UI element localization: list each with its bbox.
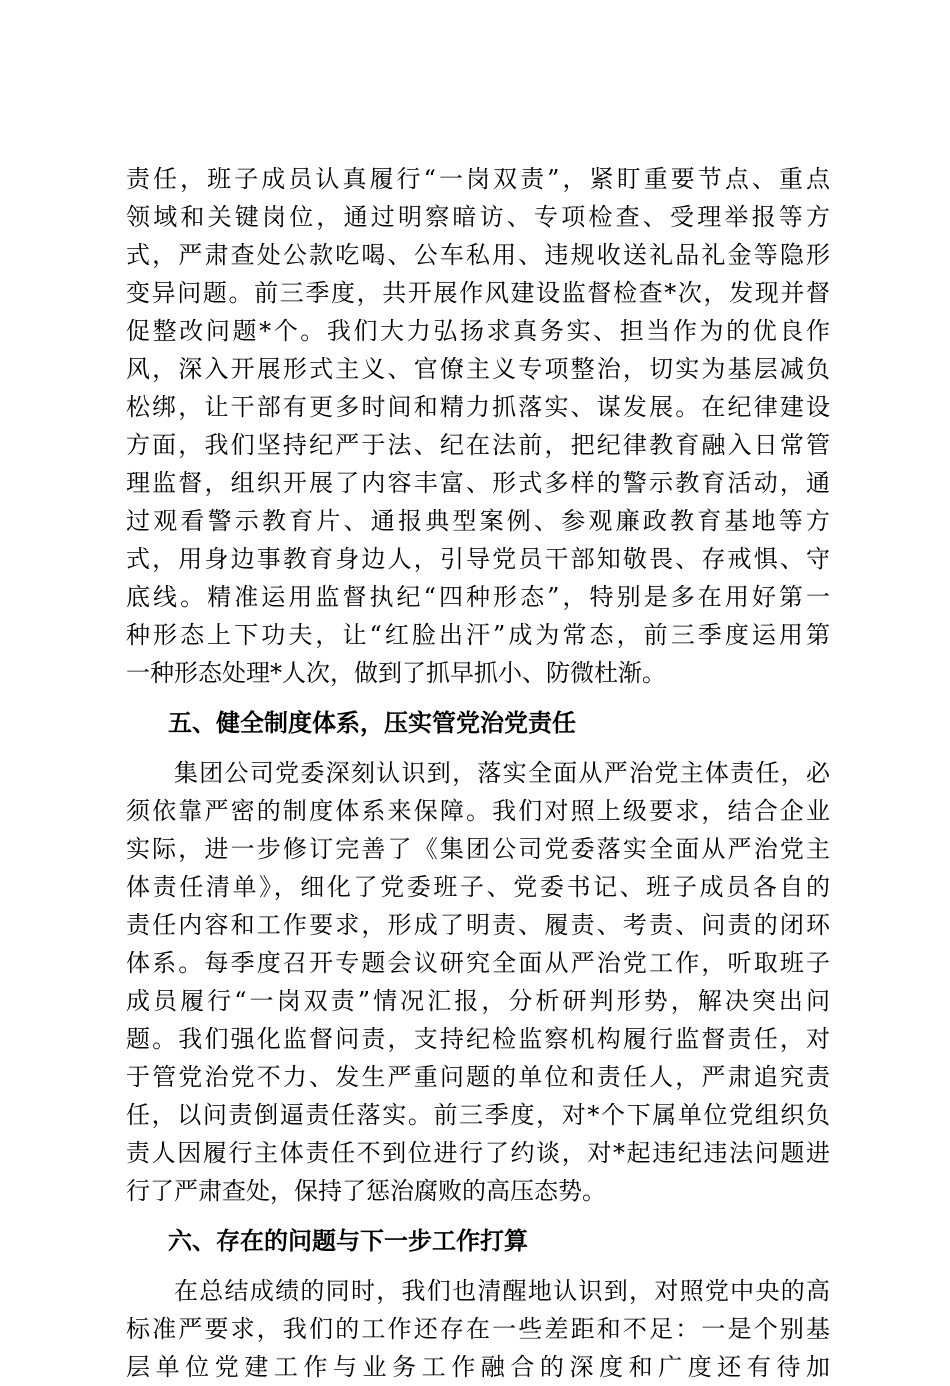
- text-line: 领域和关键岗位，通过明察暗访、专项检查、受理举报等方: [126, 203, 830, 231]
- text-line: 责任内容和工作要求，形成了明责、履责、考责、问责的闭环: [126, 911, 830, 939]
- text-line: 体责任清单》，细化了党委班子、党委书记、班子成员各自的: [126, 873, 830, 901]
- text-line: 过观看警示教育片、通报典型案例、参观廉政教育基地等方: [126, 507, 830, 535]
- text-line: 于管党治党不力、发生严重问题的单位和责任人，严肃追究责: [126, 1063, 830, 1091]
- text-line: 一种形态处理*人次，做到了抓早抓小、防微杜渐。: [126, 659, 666, 687]
- text-line: 式，严肃查处公款吃喝、公车私用、违规收送礼品礼金等隐形: [126, 241, 830, 269]
- text-line: 题。我们强化监督问责，支持纪检监察机构履行监督责任，对: [126, 1025, 830, 1053]
- text-line: 体系。每季度召开专题会议研究全面从严治党工作，听取班子: [126, 949, 830, 977]
- text-line: 责人因履行主体责任不到位进行了约谈，对*起违纪违法问题进: [126, 1139, 830, 1167]
- text-line: 成员履行“一岗双责”情况汇报，分析研判形势，解决突出问: [126, 987, 830, 1015]
- section-heading-5: 五、健全制度体系，压实管党治党责任: [168, 709, 576, 737]
- paragraph-discipline: [126, 160, 830, 692]
- text-line: 底线。精准运用监督执纪“四种形态”，特别是多在用好第一: [126, 583, 830, 611]
- text-line: 行了严肃查处，保持了惩治腐败的高压态势。: [126, 1177, 606, 1205]
- text-line: 促整改问题*个。我们大力弘扬求真务实、担当作为的优良作: [126, 317, 830, 345]
- text-line: 理监督，组织开展了内容丰富、形式多样的警示教育活动，通: [126, 469, 830, 497]
- text-line: 方面，我们坚持纪严于法、纪在法前，把纪律教育融入日常管: [126, 431, 830, 459]
- document-body: [126, 160, 830, 1386]
- text-line: 变异问题。前三季度，共开展作风建设监督检查*次，发现并督: [126, 279, 830, 307]
- text-line: 任，以问责倒逼责任落实。前三季度，对*个下属单位党组织负: [126, 1101, 830, 1129]
- text-line: 风，深入开展形式主义、官僚主义专项整治，切实为基层减负: [126, 355, 830, 383]
- text-line: 在总结成绩的同时，我们也清醒地认识到，对照党中央的高: [174, 1277, 830, 1305]
- section-heading-6: 六、存在的问题与下一步工作打算: [168, 1227, 528, 1255]
- paragraph-system: [126, 754, 830, 1210]
- text-line: 集团公司党委深刻认识到，落实全面从严治党主体责任，必: [174, 759, 830, 787]
- text-line: 层单位党建工作与业务工作融合的深度和广度还有待加: [126, 1353, 830, 1381]
- text-line: 松绑，让干部有更多时间和精力抓落实、谋发展。在纪律建设: [126, 393, 830, 421]
- text-line: 须依靠严密的制度体系来保障。我们对照上级要求，结合企业: [126, 797, 830, 825]
- text-line: 责任，班子成员认真履行“一岗双责”，紧盯重要节点、重点: [126, 165, 830, 193]
- text-line: 式，用身边事教育身边人，引导党员干部知敬畏、存戒惧、守: [126, 545, 830, 573]
- text-line: 标准严要求，我们的工作还存在一些差距和不足：一是个别基: [126, 1315, 830, 1343]
- paragraph-problems: [126, 1272, 830, 1386]
- text-line: 种形态上下功夫，让“红脸出汗”成为常态，前三季度运用第: [126, 621, 830, 649]
- text-line: 实际，进一步修订完善了《集团公司党委落实全面从严治党主: [126, 835, 830, 863]
